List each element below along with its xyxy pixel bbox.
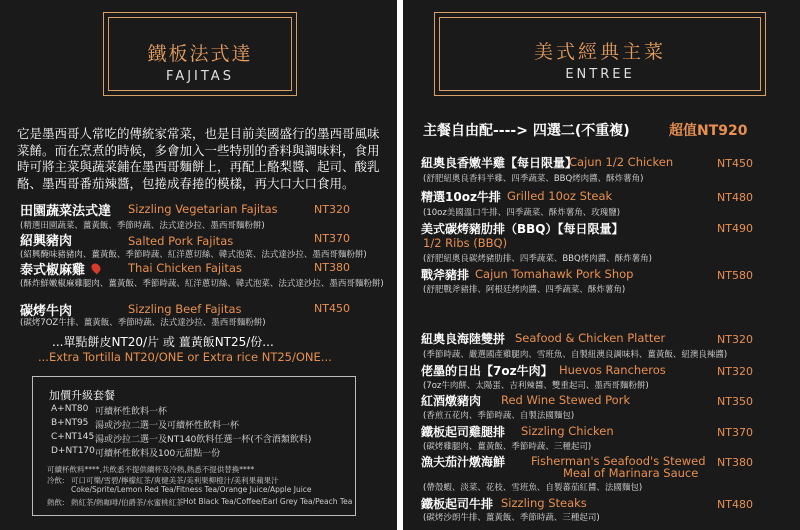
entree-title-frame [434,12,766,96]
item-price: NT320 [717,365,753,378]
item-name: 漁夫茄汁燉海鮮 [421,455,506,469]
item-price: NT320 [717,333,753,346]
item-name-en: Sizzling Chicken [521,424,614,438]
fajitas-subtitle: FAJITAS [166,69,234,84]
item-price: NT490 [717,222,753,235]
combo-promo: 主餐自由配----> 四選二(不重複) [423,123,630,139]
upgrade-option-code: B+NT95 [51,418,89,428]
item-name-en: Sizzling Vegetarian Fajitas [128,202,278,216]
item-desc: (碳烤沙朗牛排、薑黃飯、季節時蔬、三種起司) [423,513,600,523]
item-name: 佬墨的日出【7oz牛肉】 [421,364,553,378]
item-price: NT480 [717,498,753,511]
item-name-en: Red Wine Stewed Pork [501,393,631,407]
fajitas-intro: 它是墨西哥人常吃的傳統家常菜，也是目前美國盛行的墨西哥風味菜餚。而在烹煮的時候，多會加入一些特別的香料與調味料，食用時可將主菜與蔬菜鋪在墨西哥麵餅上，再配上酪梨醬、起司、酸乳酪、墨西哥番茄辣醬，包捲成春捲的模樣，再大口大口食用。 [17,126,380,191]
upgrade-option-code: A+NT80 [51,404,89,414]
item-desc: (舒肥紐奧良香料半雞、四季蔬菜、BBQ烤肉醬、酥炸薯角) [423,174,644,184]
item-name-en: Cajun Tomahawk Pork Shop [475,267,634,281]
upgrade-set-box [32,376,356,516]
upgrade-title: 加價升級套餐 [49,389,115,402]
item-desc: (7oz牛肉餅、太陽蛋、吉利辣醬、雙重起司、墨西哥麵粉餅) [423,381,649,391]
item-name-en: Fisherman's Seafood's Stewed [531,454,706,468]
upgrade-option-text: 可續杯性飲料及100元甜點一份 [95,449,221,459]
item-name: 紹興豬肉 [20,234,73,249]
fajitas-title-frame [103,12,297,96]
item-name-en: Seafood & Chicken Platter [515,331,666,345]
item-name: 泰式椒麻雞 [20,263,86,278]
cold-drink-list-en: Coke/Sprite/Lemon Red Tea/Fitness Tea/Orange Juice/Apple Juice [71,485,312,494]
fajitas-title: 鐵板法式達 [147,43,253,65]
combo-price: 超值NT920 [669,123,748,139]
item-price: NT320 [314,203,350,216]
item-desc: (酥炸鮮嫩椒麻雞腿肉、薑黃飯、季節時蔬、紅洋蔥切絲、韓式泡菜、法式達沙拉、墨西哥麵粉餅) [20,279,384,289]
item-name: 精選10oz牛排 [421,190,501,204]
item-price: NT370 [314,232,350,245]
item-name: 美式碳烤豬肋排（BBQ）【每日限量】 [421,222,624,236]
item-name: 紅酒燉豬肉 [421,394,482,408]
extra-note-en: ...Extra Tortilla NT20/ONE or Extra rice NT25/ONE... [38,350,332,364]
item-name: 紐奧良海陸雙拼 [421,332,506,346]
extra-note-zh: ...單點餅皮NT20/片 或 薑黃飯NT25/份... [52,335,274,349]
item-price: NT370 [717,426,753,439]
entree-title: 美式經典主菜 [533,41,666,63]
item-name-en: Cajun 1/2 Chicken [569,155,674,169]
fajitas-panel [0,0,397,530]
item-name-en: Sizzling Beef Fajitas [128,302,242,316]
entree-subtitle: ENTREE [565,67,635,82]
item-name: 鐵板起司雞腿排 [421,425,506,439]
item-desc: (碳烤7OZ牛排、薑黃飯、季節時蔬、法式達沙拉、墨西哥麵粉餅) [20,318,266,328]
upgrade-option-code: D+NT170 [51,446,95,456]
item-price: NT480 [717,191,753,204]
entree-panel [403,0,800,530]
upgrade-option-code: C+NT145 [51,432,95,442]
item-price: NT350 [717,395,753,408]
item-name-en: Grilled 10oz Steak [507,189,613,203]
item-name-en: Sizzling Steaks [501,496,587,510]
item-desc: (精選田園蔬菜、薑黃飯、季節時蔬、法式達沙拉、墨西哥麵粉餅) [20,221,265,231]
item-price: NT380 [314,261,350,274]
item-desc: (季節時蔬、嚴選國產雞腿肉、雪班魚、自製紐澳良調味料、薑黃飯、紐澳良辣醬) [423,350,728,360]
chili-spicy-icon [90,262,103,275]
item-price: NT450 [717,157,753,170]
item-desc: (舒肥紐奧良碳烤豬肋排、四季蔬菜、BBQ烤肉醬、酥炸薯角) [423,254,652,264]
upgrade-option-text: 湯或沙拉二選一及NT140飲料任選一杯(不含酒類飲料) [95,435,312,445]
item-desc: (帶殼蝦、淡菜、花枝、雪班魚、自製蕃茄紅醬、法國麵包) [423,483,643,493]
item-desc: (舒肥戰斧豬排、阿根廷烤肉醬、四季蔬菜、酥炸薯角) [423,285,626,295]
item-name: 田園蔬菜法式達 [20,204,112,219]
drink-note: 可續杯飲料****,共飲悉不提供續杯及冷熱,熱悉不提供替換**** [47,465,255,474]
item-name: 戰斧豬排 [421,268,470,282]
item-desc: (碳烤雞腿肉、薑黃飯、季節時蔬、三種起司) [423,442,592,452]
upgrade-option-text: 湯或沙拉二選一及可續杯性飲料一杯 [95,421,240,431]
item-price: NT380 [717,456,753,469]
item-name-en-line2: Meal of Marinara Sauce [563,466,699,480]
item-name-en: Huevos Rancheros [559,363,666,377]
item-price: NT450 [314,302,350,315]
item-name: 碳烤牛肉 [20,304,73,319]
item-name-en: Salted Pork Fajitas [128,234,234,248]
item-name-en: 1/2 Ribs (BBQ) [423,236,508,250]
hot-drink-list-en: Hot Black Tea/Coffee/Earl Grey Tea/Peach Tea [183,497,353,506]
cold-drink-list: 可口可樂/雪碧/檸檬紅茶/爽健美茶/美利果柳橙汁/美利果蘋果汁 [71,476,279,485]
item-desc: (10oz美國溫口牛排、四季蔬菜、酥炸薯角、玫瑰鹽) [423,208,621,218]
item-price: NT580 [717,269,753,282]
item-name-en: Thai Chicken Fajitas [128,261,242,275]
item-name: 紐奧良香嫩半雞【每日限量】 [421,156,578,170]
hot-drink-label: 熱飲: [47,498,65,507]
upgrade-option-text: 可續杯性飲料一杯 [95,407,168,417]
item-name: 鐵板起司牛排 [421,497,494,511]
hot-drink-list: 熱紅茶/熱咖啡/伯爵茶/水蜜桃紅茶 [71,498,184,507]
item-desc: (香煎五花肉、季節時蔬、自製法國麵包) [423,411,575,421]
item-desc: (紹興醃味豬豬肉、薑黃飯、季節時蔬、紅洋蔥切絲、韓式泡菜、法式達沙拉、墨西哥麵粉餅) [20,250,367,260]
cold-drink-label: 冷飲: [47,476,65,485]
